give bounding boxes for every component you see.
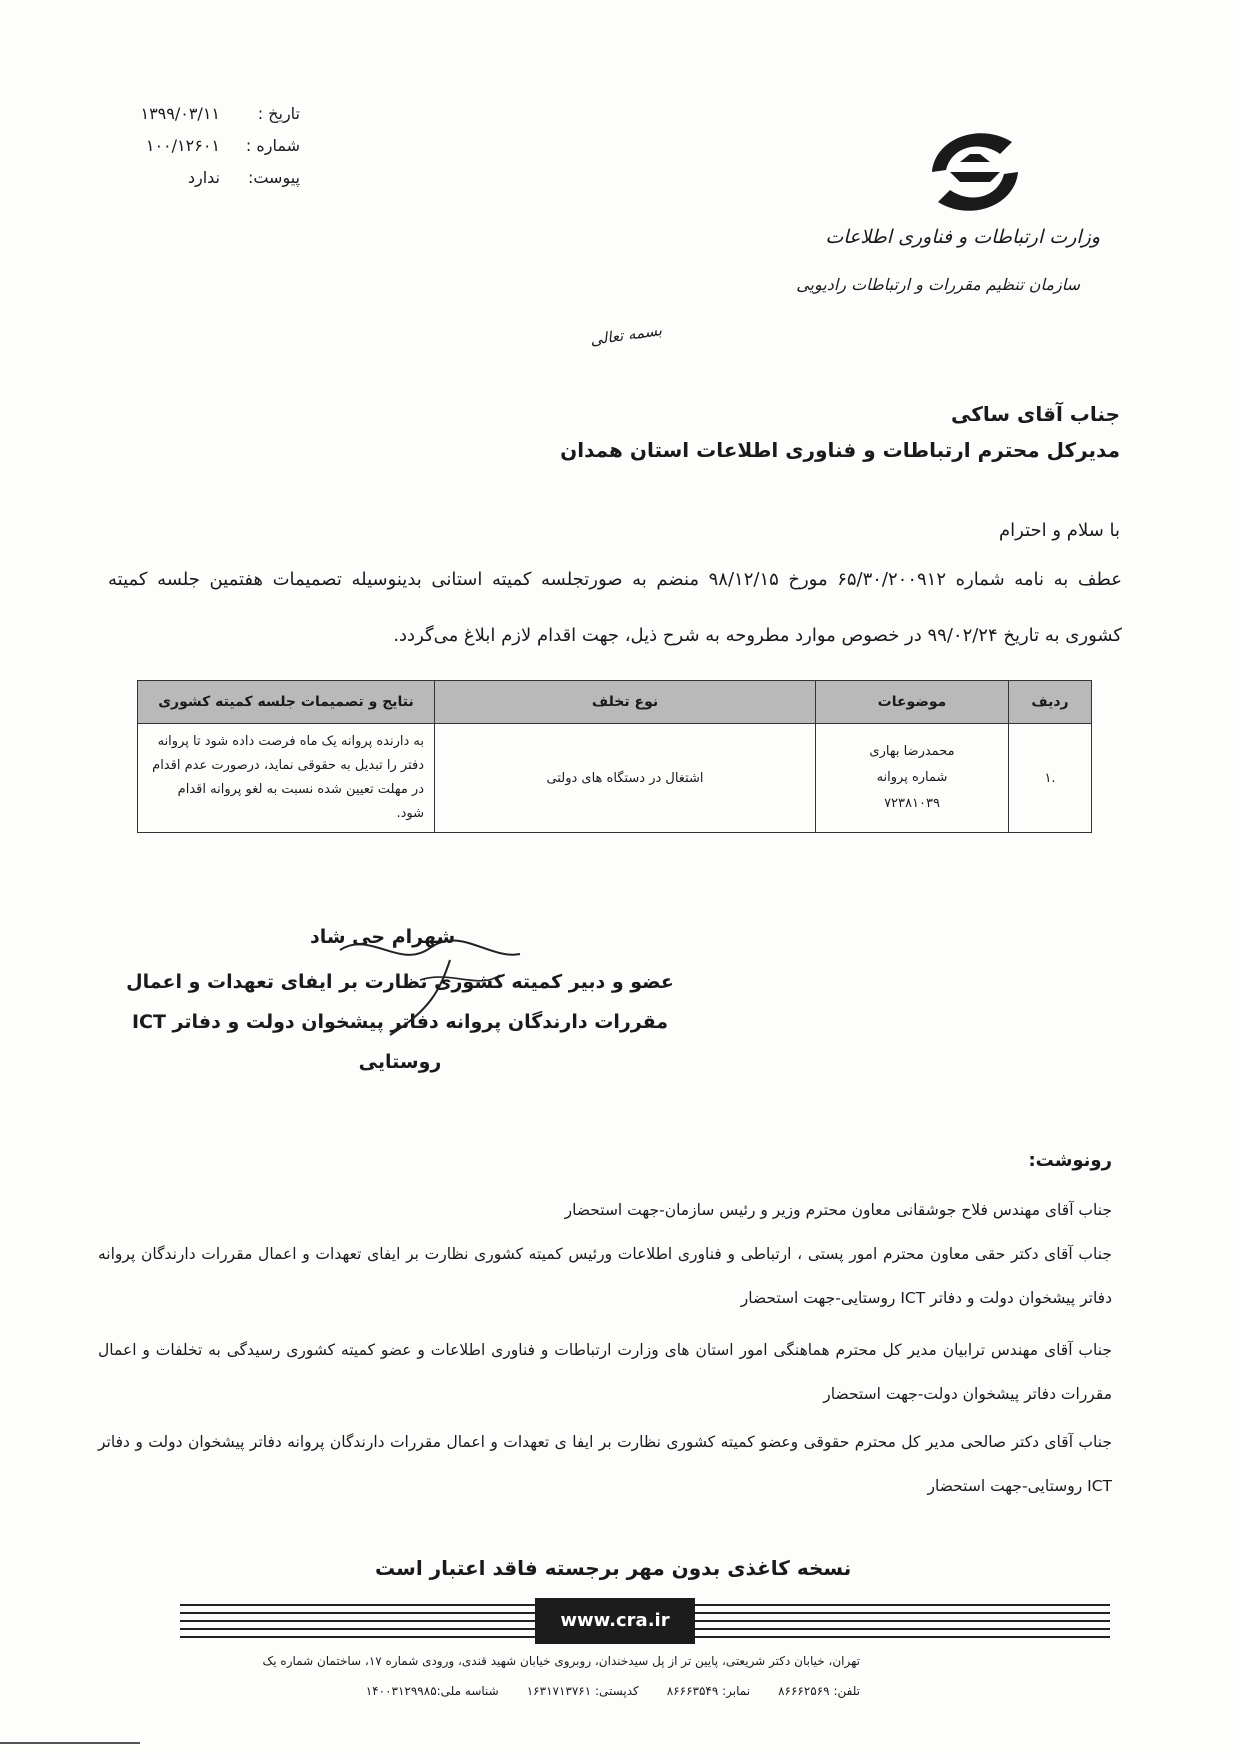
date-row — [120, 98, 300, 130]
signatory-title: عضو و دبیر کمیته کشوری نظارت بر ایفای تعهدات و اعمال مقررات دارندگان پروانه دفاتر پیشخوان دولت و دفاتر ICT روستایی — [126, 971, 674, 1073]
copy-item: جناب آقای دکتر صالحی مدیر کل محترم حقوقی وعضو کمیته کشوری نظارت بر ایفا ی تعهدات و اعمال مقررات دارندگان پروانه دفاتر پیشخوان دولت و دفاتر ICT روستایی-جهت استحضار — [98, 1433, 1112, 1495]
ministry-name: وزارت ارتباطات و فناوری اطلاعات — [825, 226, 1100, 248]
attachment-value: ندارد — [187, 168, 220, 187]
number-label: شماره : — [245, 136, 300, 155]
greeting: با سلام و احترام — [999, 520, 1120, 541]
subject-license-number: ۷۲۳۸۱۰۳۹ — [884, 796, 940, 811]
copy-item: جناب آقای دکتر حقی معاون محترم امور پستی ، ارتباطی و فناوری اطلاعات ورئیس کمیته کشوری نظارت بر ایفای تعهدات و اعمال مقررات دارندگان پروانه دفاتر پیشخوان دولت و دفاتر ICT روستایی-جهت استحضار — [98, 1245, 1112, 1307]
cell-violation: اشتغال در دستگاه های دولتی — [435, 724, 816, 833]
copies-title: رونوشت: — [1028, 1150, 1112, 1171]
table-row — [138, 724, 1092, 833]
signatory-name: شهرام حی شاد — [310, 926, 456, 948]
attachment-label: پیوست: — [247, 168, 300, 187]
body-paragraph: عطف به نامه شماره ۶۵/۳۰/۲۰۰۹۱۲ مورخ ۹۸/۱۲/۱۵ منضم به صورتجلسه کمیته استانی بدینوسیله تصمیمات هفتمین جلسه کمیته کشوری به تاریخ ۹۹/۰۲/۲۴ در خصوص موارد مطروحه به شرح ذیل، جهت اقدام لازم ابلاغ می‌گردد. — [108, 569, 1122, 646]
recipient-title: مدیرکل محترم ارتباطات و فناوری اطلاعات استان همدان — [560, 438, 1120, 462]
cell-result: به دارنده پروانه یک ماه فرصت داده شود تا پروانه دفتر را تبدیل به حقوقی نماید، درصورت عدم اقدام در مهلت تعیین شده نسبت به لغو پروانه اقدام شود. — [138, 724, 435, 833]
letter-meta — [120, 98, 300, 194]
date-label: تاریخ : — [257, 104, 300, 123]
cell-subject — [816, 724, 1009, 833]
recipient-name: جناب آقای ساکی — [951, 402, 1120, 426]
table-header-row — [138, 681, 1092, 724]
header-subject: موضوعات — [816, 681, 1009, 724]
header-result: نتایج و تصمیمات جلسه کمیته کشوری — [138, 681, 435, 724]
footer-national-id: شناسه ملی:۱۴۰۰۳۱۲۹۹۸۵ — [365, 1684, 499, 1698]
cra-logo-icon — [920, 120, 1030, 225]
footer-phone: تلفن: ۸۶۶۶۲۵۶۹ — [778, 1684, 860, 1698]
subject-license-label: شماره پروانه — [876, 770, 948, 785]
website-link[interactable]: www.cra.ir — [535, 1598, 695, 1644]
footer-postal: کدپستی: ۱۶۳۱۷۱۳۷۶۱ — [526, 1684, 639, 1698]
number-value: ۱۰۰/۱۲۶۰۱ — [145, 136, 220, 155]
copy-item: جناب آقای مهندس ترابیان مدیر کل محترم هماهنگی امور استان های وزارت ارتباطات و فناوری اطلاعات و عضو کمیته کشوری رسیدگی به تخلفات و اعمال مقررات دفاتر پیشخوان دولت-جهت استحضار — [98, 1341, 1112, 1403]
number-row — [120, 130, 300, 162]
subject-name: محمدرضا بهاری — [869, 744, 955, 759]
basmala: بسمه تعالی — [589, 321, 663, 349]
organization-name: سازمان تنظیم مقررات و ارتباطات رادیویی — [796, 275, 1080, 294]
header-violation: نوع تخلف — [435, 681, 816, 724]
copy-item: جناب آقای مهندس فلاح جوشقانی معاون محترم وزیر و رئیس سازمان-جهت استحضار — [564, 1201, 1112, 1219]
recipient-block — [560, 396, 1120, 468]
footer-address: تهران، خیابان دکتر شریعتی، پایین تر از پل سیدخندان، روبروی خیابان شهید قندی، ورودی شماره ۱۷، ساختمان شماره یک — [262, 1654, 860, 1668]
header-radif: ردیف — [1009, 681, 1092, 724]
footer-contact — [366, 1684, 860, 1698]
validity-warning: نسخه کاغذی بدون مهر برجسته فاقد اعتبار است — [375, 1556, 852, 1580]
footer-fax: نمابر: ۸۶۶۶۳۵۴۹ — [666, 1684, 751, 1698]
date-value: ۱۳۹۹/۰۳/۱۱ — [140, 104, 220, 123]
page-edge-line — [0, 1742, 140, 1744]
attachment-row — [120, 162, 300, 194]
decisions-table — [137, 680, 1092, 833]
cell-radif: .۱ — [1009, 724, 1092, 833]
handwritten-signature-icon — [330, 920, 590, 1040]
